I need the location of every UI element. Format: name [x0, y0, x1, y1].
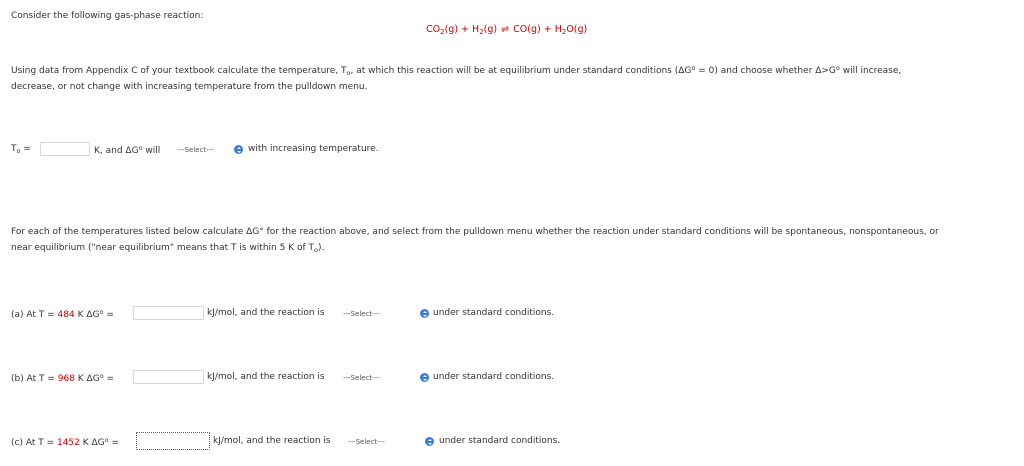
t0-label: $T_o$ = [11, 144, 31, 155]
reaction-equation: $CO_2(g) + H_2(g)$ ⇌ $CO(g) + H_2O(g)$ [426, 24, 588, 36]
select-chevron-icon [420, 309, 429, 318]
row-a-after-input: kJ/mol, and the reaction is [207, 308, 325, 318]
t0-middle-text: K, and $\Delta G^o$ will [94, 144, 161, 156]
part2-line2: near equilibrium ("near equilibrium" means that T is within 5 K of $T_o$). [11, 243, 325, 254]
equilibrium-arrow-icon: ⇌ [501, 24, 510, 35]
row-b-after-input: kJ/mol, and the reaction is [207, 372, 325, 382]
delta-g-trend-select[interactable]: ---Select--- [177, 143, 245, 156]
row-a-after-select: under standard conditions. [433, 308, 555, 318]
row-a-spontaneity-select[interactable]: ---Select--- [343, 307, 430, 320]
t0-input[interactable] [40, 142, 90, 156]
row-b-after-select: under standard conditions. [433, 372, 555, 382]
row-c-delta-g-input[interactable] [136, 432, 210, 450]
select-chevron-icon [234, 145, 243, 154]
row-b-delta-g-input[interactable] [133, 370, 204, 384]
intro-text: Consider the following gas-phase reaction: [11, 11, 204, 21]
row-c-temp: 1452 [56, 438, 80, 448]
row-a-temp: 484 [57, 310, 75, 320]
row-a-label: (a) At T = 484 K $\Delta G^o$ = [11, 308, 114, 320]
t0-after-text: with increasing temperature. [248, 144, 379, 154]
row-b-spontaneity-select[interactable]: ---Select--- [343, 371, 430, 384]
part2-line1: For each of the temperatures listed below calculate ΔG° for the reaction above, and select from the pulldown menu whether the reaction under standard conditions will be spontaneous, nonspontaneous, or [11, 227, 939, 237]
select-chevron-icon [420, 373, 429, 382]
row-b-label: (b) At T = 968 K $\Delta G^o$ = [11, 372, 115, 384]
row-b-temp: 968 [57, 374, 75, 384]
row-c-after-input: kJ/mol, and the reaction is [213, 436, 331, 446]
row-c-spontaneity-select[interactable]: ---Select--- [348, 435, 435, 448]
row-a-delta-g-input[interactable] [133, 306, 204, 320]
instructions-line1: Using data from Appendix C of your textbook calculate the temperature, $T_o$, at which this reaction will be at equilibrium under standard conditions $(\Delta G^o = 0)$ and choose whether $\Delta>G^o$ will increase, [11, 64, 902, 77]
instructions-line2: decrease, or not change with increasing temperature from the pulldown menu. [11, 82, 368, 92]
row-c-after-select: under standard conditions. [439, 436, 561, 446]
select-chevron-icon [425, 437, 434, 446]
row-c-label: (c) At T = 1452 K $\Delta G^o$ = [11, 436, 120, 448]
